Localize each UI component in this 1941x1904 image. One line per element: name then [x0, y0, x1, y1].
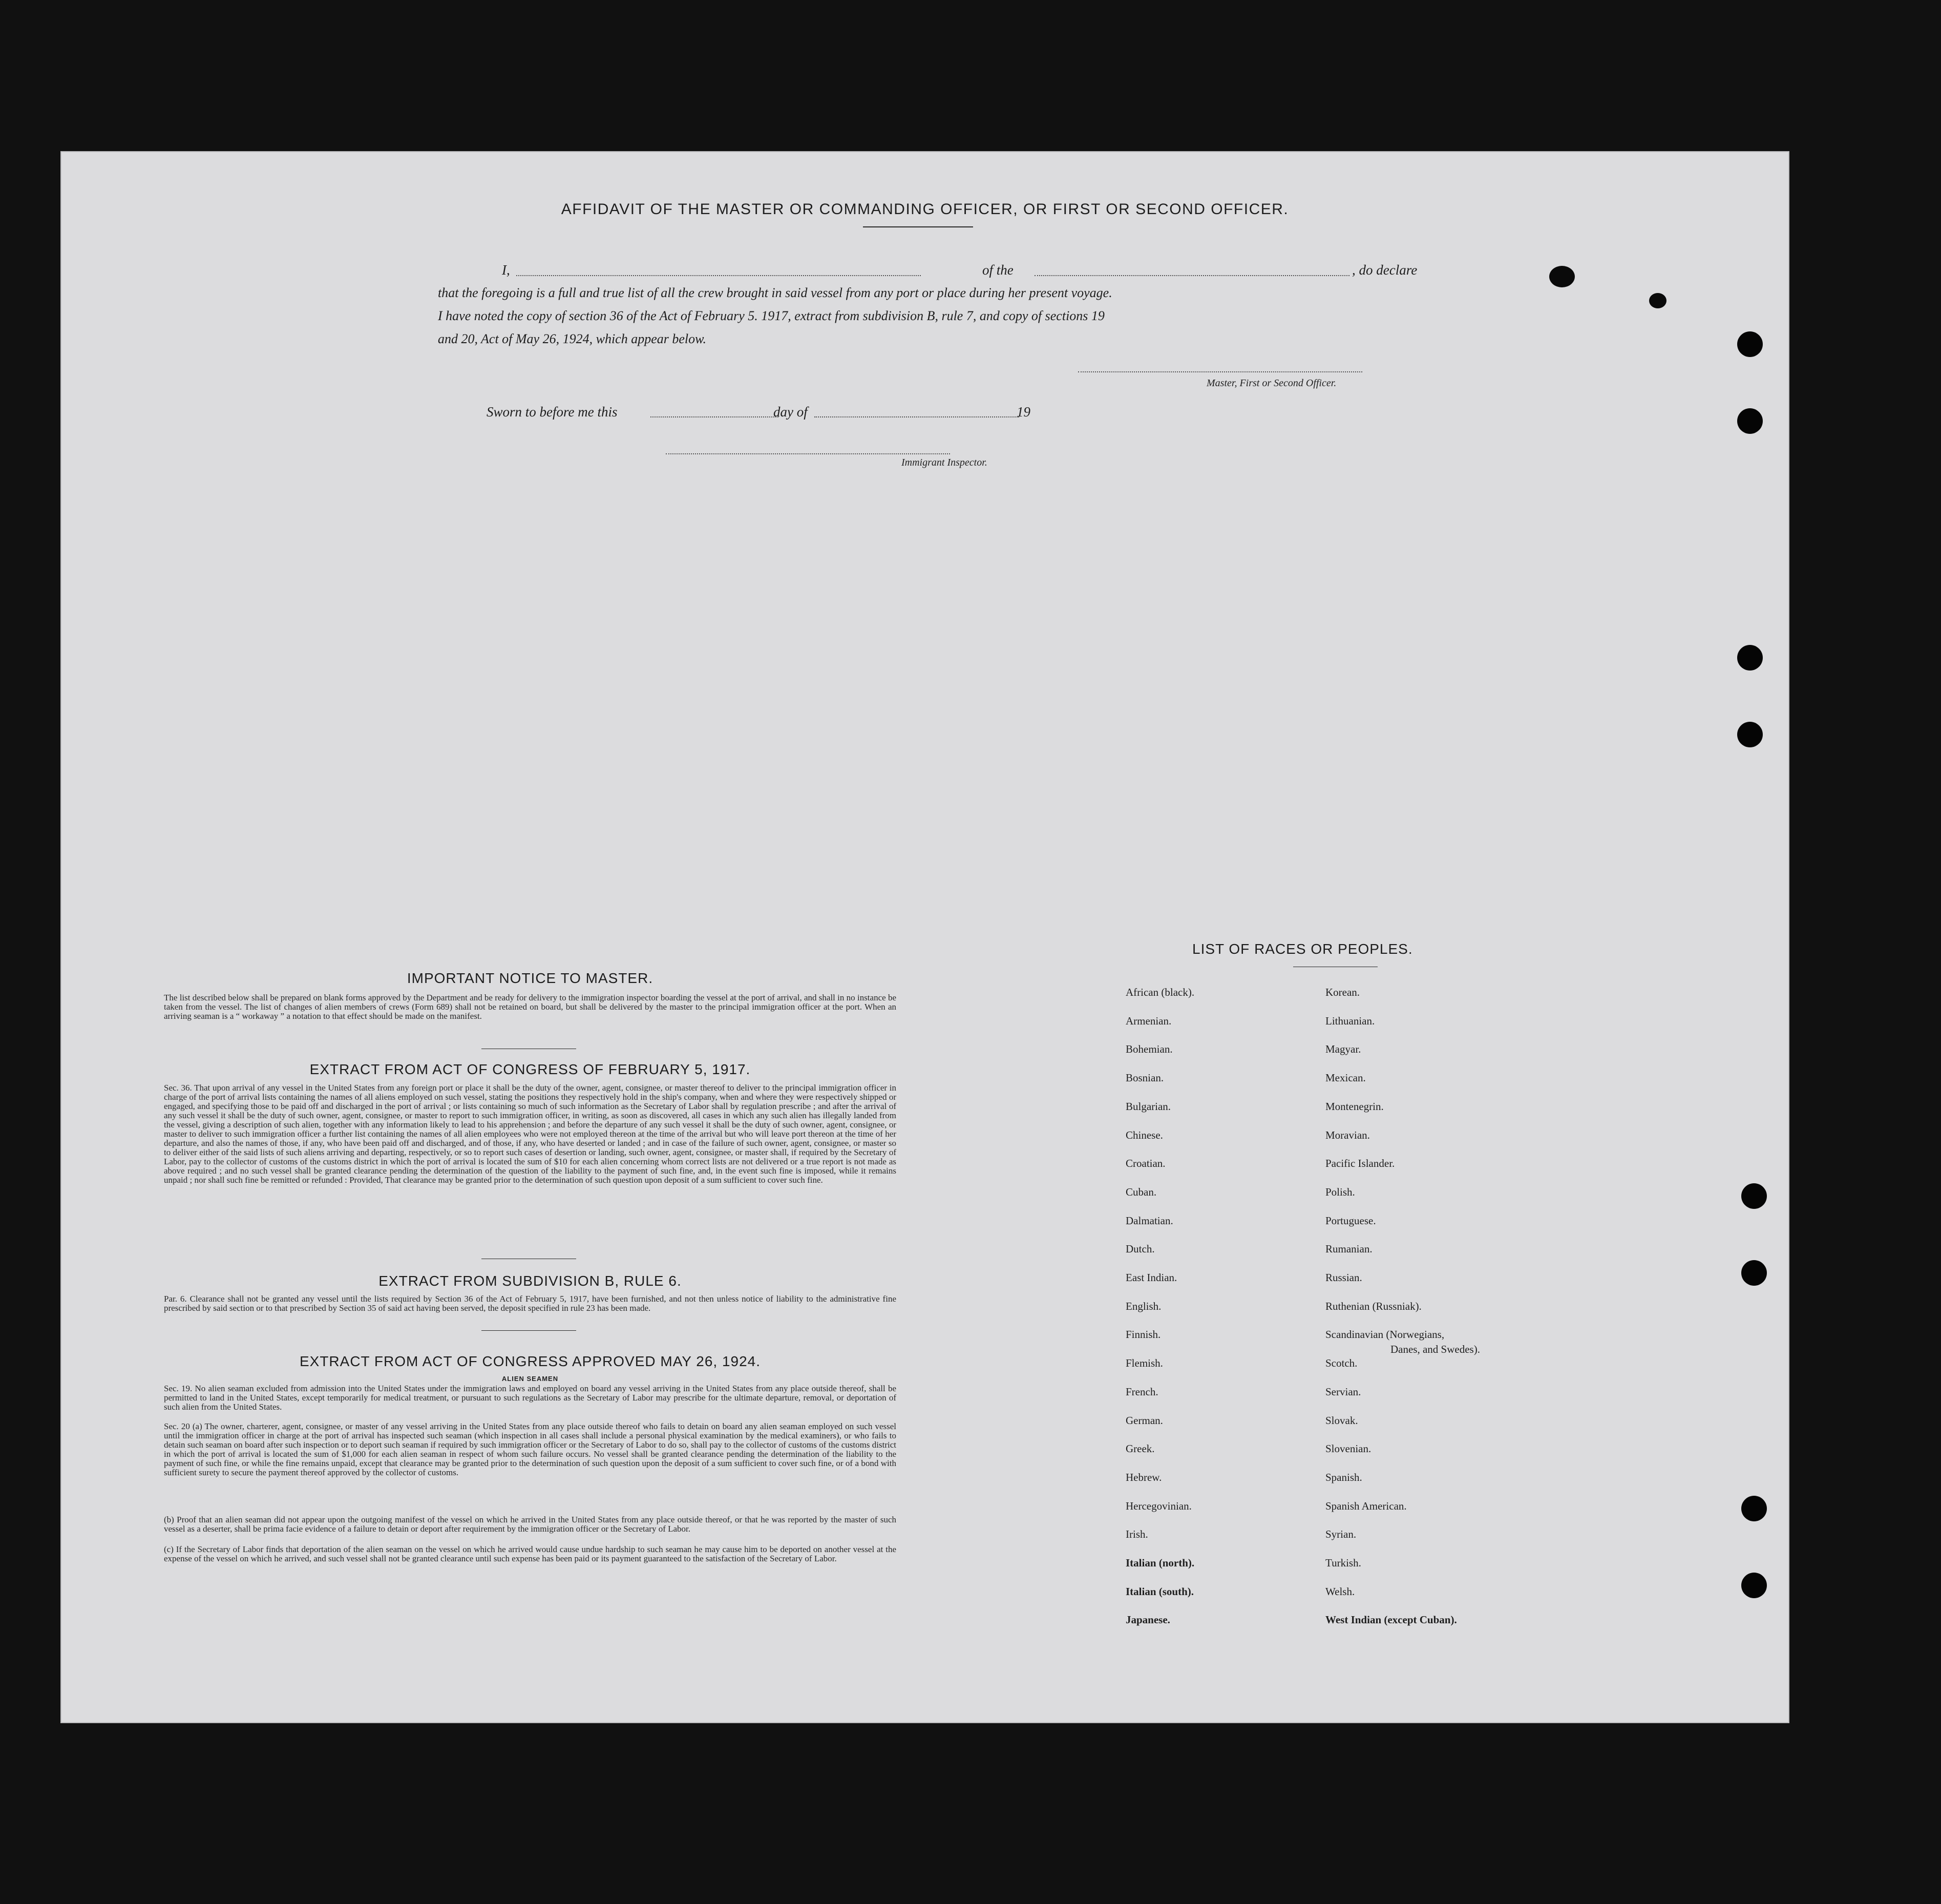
race-right-item: Servian. — [1325, 1386, 1361, 1398]
title-underline — [863, 226, 973, 227]
race-right-item: Portuguese. — [1325, 1215, 1376, 1227]
act-1917-title: EXTRACT FROM ACT OF CONGRESS OF FEBRUARY 5, 1917. — [309, 1061, 751, 1077]
vessel-blank-line[interactable] — [1035, 275, 1349, 276]
race-left-item: Dalmatian. — [1126, 1215, 1173, 1227]
sworn-label: Sworn to before me this — [487, 404, 618, 420]
race-right-item: Russian. — [1325, 1271, 1362, 1284]
race-right-item: Spanish. — [1325, 1471, 1362, 1483]
race-right-item: Scotch. — [1325, 1357, 1358, 1369]
race-left-item: Japanese. — [1126, 1614, 1170, 1626]
race-left-item: German. — [1126, 1414, 1163, 1427]
race-left-item: Italian (north). — [1126, 1557, 1195, 1569]
race-left-item: Armenian. — [1126, 1015, 1172, 1027]
inspector-signature-line[interactable] — [666, 453, 950, 454]
race-right-item: Welsh. — [1325, 1585, 1355, 1598]
act-1924-subtitle: ALIEN SEAMEN — [501, 1375, 559, 1383]
name-blank-line[interactable] — [516, 275, 921, 276]
race-left-item: Greek. — [1126, 1442, 1155, 1455]
rule-6-title: EXTRACT FROM SUBDIVISION B, RULE 6. — [378, 1273, 682, 1289]
affidavit-do-declare-label: , do declare — [1352, 262, 1418, 278]
race-left-item: Dutch. — [1126, 1243, 1155, 1255]
race-right-item: Ruthenian (Russniak). — [1325, 1300, 1422, 1312]
affidavit-statement — [438, 281, 1454, 350]
race-left-item: East Indian. — [1126, 1271, 1177, 1284]
act-1917-text: Sec. 36. That upon arrival of any vessel in the United States from any foreign port or place it shall be the duty of the owner, agent, consignee, or master thereof to deliver to the principal immigration officer in charge of the port of arrival lists containing the names of all aliens employed on such vessel, stating the positions they respectively hold in the ship's company, when and where they were respectively shipped or engaged, and specifying those to be paid off and discharged in the port of arrival ; or lists containing so much of such information as the Secretary of Labor shall by regulation prescribe ; and after the arrival of any such vessel it shall be the duty of such owner, agent, consignee, or master to report to such immigration officer, in writing, as soon as discovered, all cases in which any such alien has illegally landed from the vessel, giving a description of such alien, together with any information likely to lead to his apprehension ; and before the departure of any such vessel it shall be the duty of such owner, agent, consignee, or master to deliver to such immigration officer a further list containing the names of all alien employees who were not employed thereon at the time of the arrival but who will leave port thereon at the time of her departure, and also the names of those, if any, who have been paid off and discharged, and of those, if any, who have deserted or landed ; and in case of the failure of such owner, agent, consignee, or master so to deliver either of the said lists of such aliens arriving and departing, respectively, or so to report such cases of desertion or landing, such owner, agent, consignee, or master shall, if required by the Secretary of Labor, pay to the collector of customs of the customs district in which the port of arrival is located the sum of $10 for each alien concerning whom correct lists are not delivered or a true report is not made as above required ; and no such vessel shall be granted clearance pending the determination of the question of the liability to the payment of such fine, and, in the event such fine is imposed, while it remains unpaid ; nor shall such fine be remitted or refunded : Provided, That clearance may be granted prior to the determination of such question upon deposit of a sum sufficient to cover such fine. — [164, 1083, 896, 1185]
race-right-item: Slovak. — [1325, 1414, 1358, 1427]
affidavit-i-label: I, — [502, 262, 510, 278]
master-signature-line[interactable] — [1078, 371, 1362, 372]
race-left-item: Bosnian. — [1126, 1072, 1164, 1084]
race-left-item: Hercegovinian. — [1126, 1500, 1192, 1512]
document-sheet — [60, 151, 1789, 1723]
race-left-item: Italian (south). — [1126, 1585, 1194, 1598]
race-right-item: Lithuanian. — [1325, 1015, 1375, 1027]
punch-hole — [1741, 1573, 1767, 1598]
race-left-item: Flemish. — [1126, 1357, 1163, 1369]
notice-title: IMPORTANT NOTICE TO MASTER. — [407, 970, 653, 986]
punch-hole — [1737, 722, 1763, 747]
punch-hole — [1741, 1496, 1767, 1521]
race-left-item: Croatian. — [1126, 1157, 1166, 1169]
act-1924-title: EXTRACT FROM ACT OF CONGRESS APPROVED MAY 26, 1924. — [299, 1353, 761, 1369]
act-1924-sec20b: (b) Proof that an alien seaman did not appear upon the outgoing manifest of the vessel on which he arrived in the United States from any place outside thereof, or that he was reported by the master of such vessel as a deserter, shall be prima facie evidence of a failure to detain or deport after requirement by the immigration officer or the Secretary of Labor. — [164, 1515, 896, 1534]
sworn-year-label: 19 — [1017, 404, 1030, 420]
race-left-item: Hebrew. — [1126, 1471, 1162, 1483]
statement-line-2: I have noted the copy of section 36 of the Act of February 5. 1917, extract from subdivision B, rule 7, and copy of sections 19 — [438, 308, 1105, 323]
race-left-item: English. — [1126, 1300, 1162, 1312]
race-left-item: Bulgarian. — [1126, 1100, 1171, 1113]
master-signature-caption: Master, First or Second Officer. — [1207, 378, 1337, 389]
ink-blot — [1549, 266, 1575, 287]
race-left-item: Irish. — [1126, 1528, 1148, 1540]
affidavit-title: AFFIDAVIT OF THE MASTER OR COMMANDING OFFICER, OR FIRST OR SECOND OFFICER. — [561, 201, 1289, 218]
punch-hole — [1737, 645, 1763, 671]
race-right-item: Magyar. — [1325, 1043, 1361, 1055]
statement-line-1: that the foregoing is a full and true list of all the crew brought in said vessel from any port or place during her present voyage. — [438, 285, 1112, 300]
act-1924-sec20a: Sec. 20 (a) The owner, charterer, agent, consignee, or master of any vessel arriving in the United States from any place outside thereof who fails to detain on board any alien seaman employed on such vessel until the immigration officer in charge at the port of arrival has inspected such seaman (which inspection in all cases shall include a personal physical examination by the medical examiners), or who fails to detain such seaman on board after such inspection or to deport such seaman if required by such immigration officer or the Secretary of Labor to do so, shall pay to the collector of customs of the customs district in which the port of arrival is located the sum of $1,000 for each alien seaman in respect of whom such failure occurs. No vessel shall be granted clearance pending the determination of the liability to the payment of such fine, or while the fine remains unpaid, except that clearance may be granted prior to the determination of such question upon the deposit of a sum sufficient to cover such fine, or of a bond with sufficient surety to secure the payment thereof approved by the collector of customs. — [164, 1421, 896, 1477]
punch-hole — [1741, 1183, 1767, 1209]
ink-blot — [1649, 293, 1666, 308]
race-right-item: Moravian. — [1325, 1129, 1370, 1141]
race-right-item: Polish. — [1325, 1186, 1355, 1198]
races-title: LIST OF RACES OR PEOPLES. — [1192, 941, 1413, 957]
race-scandinavian-cont: Danes, and Swedes). — [1390, 1343, 1480, 1355]
punch-hole — [1737, 408, 1763, 434]
race-right-item: Pacific Islander. — [1325, 1157, 1395, 1169]
rule-6-text: Par. 6. Clearance shall not be granted any vessel until the lists required by Section 36 of the Act of February 5, 1917, have been furnished, and not then unless notice of liability to the administrative fine prescribed by said section or to that prescribed by Section 35 of said act having been served, the deposit specified in rule 23 has been made. — [164, 1294, 896, 1313]
sworn-day-of-label: day of — [773, 404, 808, 420]
race-right-item: West Indian (except Cuban). — [1325, 1614, 1457, 1626]
race-right-item: Slovenian. — [1325, 1442, 1372, 1455]
sworn-day-blank[interactable] — [650, 416, 778, 417]
act-1924-sec19: Sec. 19. No alien seaman excluded from admission into the United States under the immigration laws and employed on board any vessel arriving in the United States from any place outside thereof, shall be permitted to land in the United States, except temporarily for medical treatment, or pursuant to such regulations as the Secretary of Labor may prescribe for the ultimate departure, removal, or deportation of such alien from the United States. — [164, 1384, 896, 1412]
punch-hole — [1737, 331, 1763, 357]
race-right-item: Turkish. — [1325, 1557, 1361, 1569]
race-right-item: Korean. — [1325, 986, 1360, 998]
race-left-item: Chinese. — [1126, 1129, 1163, 1141]
race-left-item: Cuban. — [1126, 1186, 1157, 1198]
race-left-item: French. — [1126, 1386, 1158, 1398]
punch-hole — [1741, 1260, 1767, 1286]
sworn-month-blank[interactable] — [814, 416, 1019, 417]
rule-6-divider — [481, 1330, 576, 1331]
inspector-caption: Immigrant Inspector. — [901, 457, 987, 468]
race-right-item: Mexican. — [1325, 1072, 1366, 1084]
race-right-item: Rumanian. — [1325, 1243, 1373, 1255]
race-right-item: Scandinavian (Norwegians, — [1325, 1328, 1445, 1341]
affidavit-of-the-label: of the — [982, 262, 1014, 278]
race-left-item: Finnish. — [1126, 1328, 1161, 1341]
race-right-item: Montenegrin. — [1325, 1100, 1384, 1113]
notice-text: The list described below shall be prepared on blank forms approved by the Department and be ready for delivery to the immigration inspector boarding the vessel at the port of arrival, and shall in no instance be taken from the vessel. The list of changes of alien members of crews (Form 689) shall not be retained on board, but shall be delivered by the master to the principal immigration officer at the port. When an arriving seaman is a “ workaway ” a notation to that effect should be made on the manifest. — [164, 993, 896, 1021]
race-right-item: Syrian. — [1325, 1528, 1357, 1540]
race-left-item: Bohemian. — [1126, 1043, 1173, 1055]
act-1924-sec20c: (c) If the Secretary of Labor finds that deportation of the alien seaman on the vessel on which he arrived would cause undue hardship to such seaman he may cause him to be deported on another vessel at the expense of the vessel on which he arrived, and such vessel shall not be granted clearance until such expense has been paid or its payment guaranteed to the satisfaction of the Secretary of Labor. — [164, 1544, 896, 1563]
race-right-item: Spanish American. — [1325, 1500, 1407, 1512]
race-left-item: African (black). — [1126, 986, 1195, 998]
statement-line-3: and 20, Act of May 26, 1924, which appear below. — [438, 331, 707, 346]
